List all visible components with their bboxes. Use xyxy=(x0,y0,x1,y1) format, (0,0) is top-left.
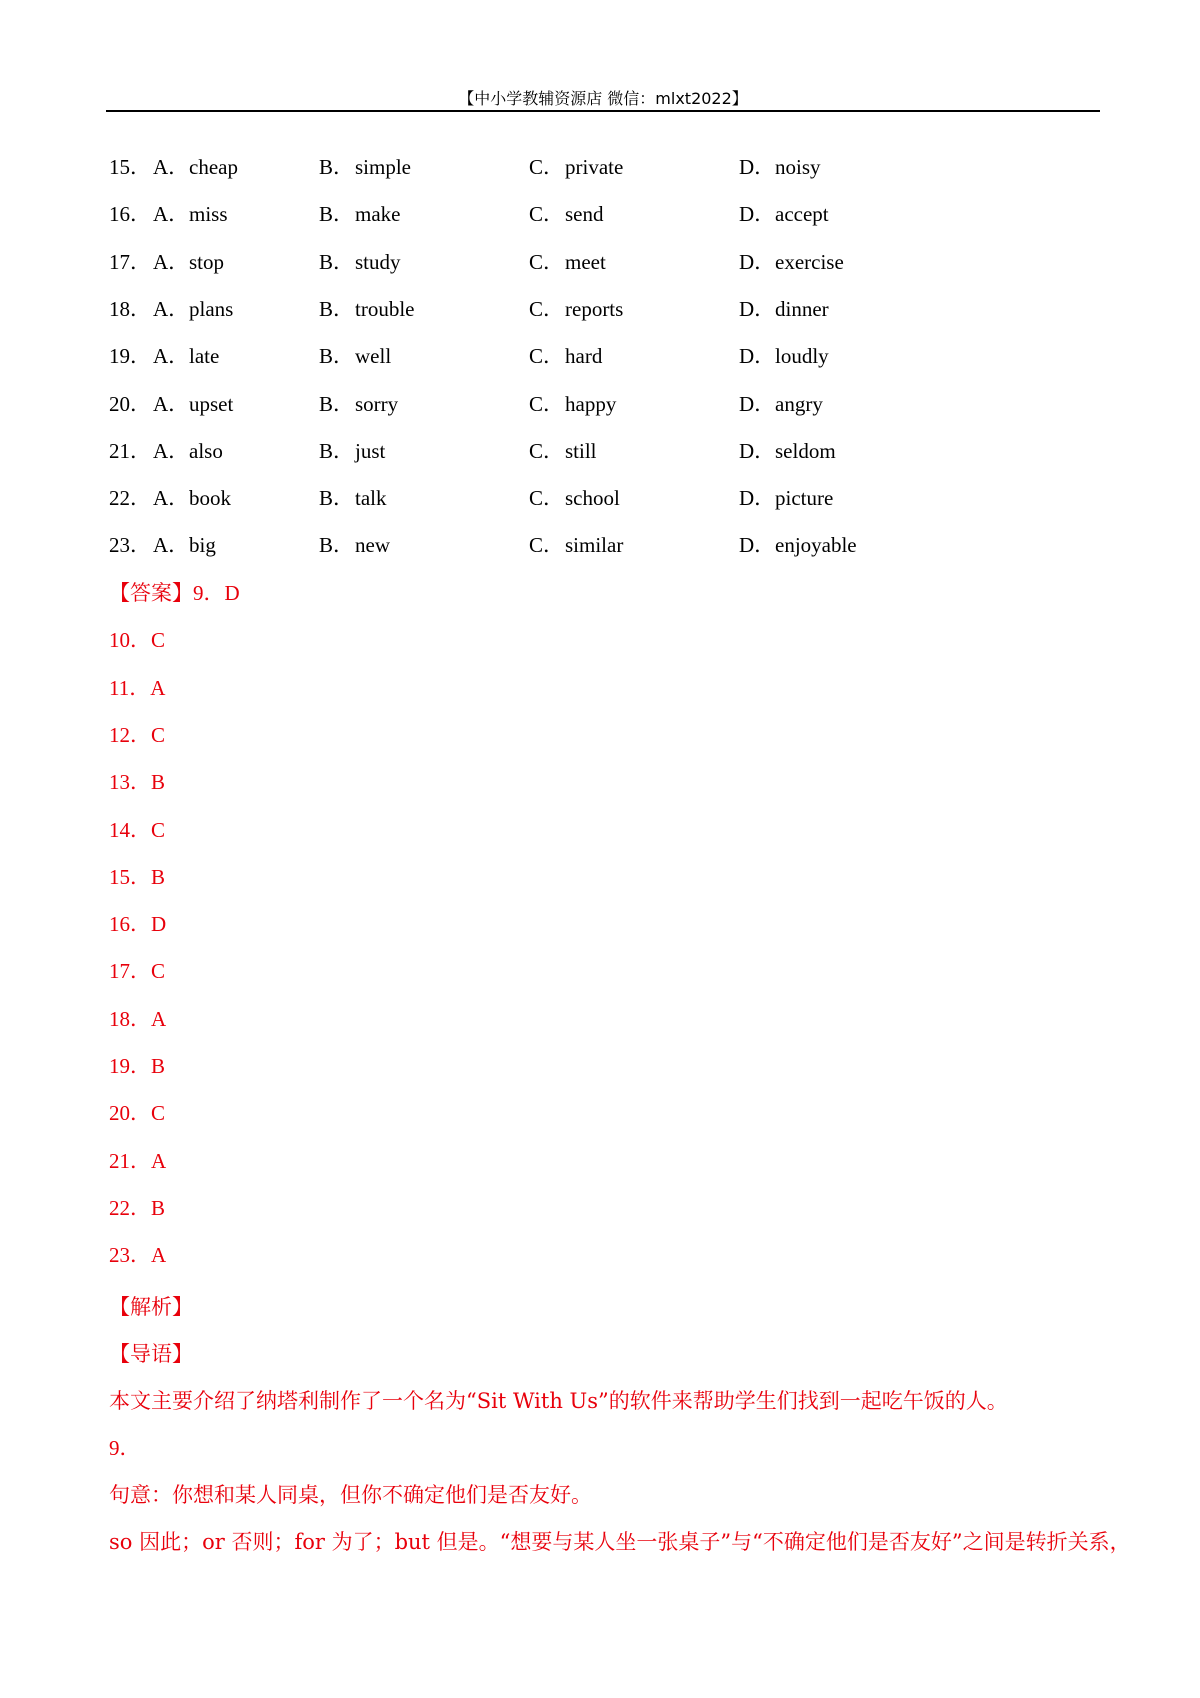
option-word: sorry xyxy=(355,391,399,416)
option-word: noisy xyxy=(775,155,821,179)
intro-label: 【导语】 xyxy=(109,1342,193,1366)
option-word: late xyxy=(189,344,220,369)
option-b xyxy=(319,152,411,182)
option-letter: C． xyxy=(529,155,565,179)
option-word: cheap xyxy=(189,155,238,179)
option-letter: B． xyxy=(319,344,355,369)
option-letter: C． xyxy=(529,438,565,463)
option-d xyxy=(739,152,821,182)
option-word: seldom xyxy=(775,438,836,463)
question-number: 19． xyxy=(109,344,151,369)
option-letter: C． xyxy=(529,296,565,321)
option-letter: C． xyxy=(529,344,565,369)
option-b xyxy=(319,341,391,371)
option-a xyxy=(153,341,219,371)
option-letter: C． xyxy=(529,391,565,416)
option-word: trouble xyxy=(355,296,415,321)
option-letter: B． xyxy=(319,391,355,416)
option-word: miss xyxy=(189,202,228,227)
option-letter: D． xyxy=(739,438,776,463)
option-letter: A． xyxy=(153,391,190,416)
question-number: 15． xyxy=(109,155,151,179)
option-word: study xyxy=(355,249,401,274)
option-word: meet xyxy=(565,249,606,274)
option-d xyxy=(739,436,836,466)
option-letter: C． xyxy=(529,486,565,511)
q9-explanation: so 因此；or 否则；for 为了；but 但是。“想要与某人坐一张桌子”与“不确定他们是否友好”之间是转折关系， xyxy=(109,1530,1131,1554)
option-d xyxy=(739,483,833,513)
option-word: enjoyable xyxy=(775,533,857,558)
option-letter: C． xyxy=(529,202,565,227)
option-c xyxy=(529,483,620,513)
option-d xyxy=(739,199,829,229)
option-word: exercise xyxy=(775,249,844,274)
answer-line: 12．C xyxy=(109,722,166,747)
q9-meaning: 句意：你想和某人同桌，但你不确定他们是否友好。 xyxy=(109,1483,592,1507)
option-b xyxy=(319,247,401,277)
option-letter: D． xyxy=(739,202,776,227)
question-number: 16． xyxy=(109,202,151,227)
answer-line: 13．B xyxy=(109,770,166,795)
option-c xyxy=(529,199,604,229)
option-letter: A． xyxy=(153,486,190,511)
option-letter: D． xyxy=(739,249,776,274)
answer-line: 21．A xyxy=(109,1148,167,1173)
answer-line: 10．C xyxy=(109,628,166,653)
option-letter: C． xyxy=(529,533,565,558)
option-letter: A． xyxy=(153,202,190,227)
answer-line: 19．B xyxy=(109,1054,166,1078)
option-word: plans xyxy=(189,296,234,321)
option-a xyxy=(153,247,224,277)
answer-line: 16．D xyxy=(109,912,167,937)
option-word: new xyxy=(355,533,390,558)
option-b xyxy=(319,530,390,560)
answer-line: 11．A xyxy=(109,675,166,700)
option-b xyxy=(319,436,385,466)
option-word: accept xyxy=(775,202,829,227)
option-word: angry xyxy=(775,391,823,416)
answer-line: 14．C xyxy=(109,817,166,842)
option-c xyxy=(529,341,602,371)
answer-line: 18．A xyxy=(109,1006,167,1031)
option-letter: B． xyxy=(319,155,355,179)
option-d xyxy=(739,294,829,324)
question-number: 23． xyxy=(109,533,151,558)
question-number: 21． xyxy=(109,438,151,463)
option-letter: B． xyxy=(319,249,355,274)
option-letter: A． xyxy=(153,296,190,321)
option-letter: A． xyxy=(153,249,190,274)
option-c xyxy=(529,436,597,466)
option-letter: D． xyxy=(739,486,776,511)
option-word: upset xyxy=(189,391,234,416)
page-header: 【中小学教辅资源店 微信：mlxt2022】 xyxy=(458,89,748,108)
option-word: picture xyxy=(775,486,834,511)
option-b xyxy=(319,389,398,419)
option-word: simple xyxy=(355,155,411,179)
option-word: still xyxy=(565,438,597,463)
option-letter: A． xyxy=(153,438,190,463)
option-a xyxy=(153,199,228,229)
option-word: talk xyxy=(355,486,387,511)
option-d xyxy=(739,247,844,277)
option-word: book xyxy=(189,486,231,511)
option-word: school xyxy=(565,486,620,511)
option-word: happy xyxy=(565,391,617,416)
analysis-label: 【解析】 xyxy=(109,1295,193,1319)
option-letter: A． xyxy=(153,533,190,558)
option-letter: D． xyxy=(739,155,776,179)
option-c xyxy=(529,389,616,419)
option-letter: B． xyxy=(319,202,355,227)
question-number: 22． xyxy=(109,486,151,511)
option-word: reports xyxy=(565,296,624,321)
intro-text: 本文主要介绍了纳塔利制作了一个名为“Sit With Us”的软件来帮助学生们找到一起吃午饭的人。 xyxy=(109,1389,1008,1413)
option-a xyxy=(153,483,231,513)
option-letter: D． xyxy=(739,533,776,558)
option-letter: A． xyxy=(153,344,190,369)
option-b xyxy=(319,199,400,229)
answer-line: 20．C xyxy=(109,1101,166,1126)
option-c xyxy=(529,530,623,560)
question-number: 17． xyxy=(109,249,151,274)
option-d xyxy=(739,389,823,419)
answer-value: 9．D xyxy=(193,581,240,605)
option-a xyxy=(153,152,238,182)
option-a xyxy=(153,436,223,466)
option-letter: B． xyxy=(319,486,355,511)
option-d xyxy=(739,341,829,371)
answer-label: 【答案】 xyxy=(109,581,193,605)
option-b xyxy=(319,483,387,513)
answer-first xyxy=(109,578,240,608)
option-word: just xyxy=(355,438,386,463)
option-word: private xyxy=(565,155,624,179)
question-number: 18． xyxy=(109,296,151,321)
option-word: hard xyxy=(565,344,603,369)
option-word: dinner xyxy=(775,296,829,321)
option-word: loudly xyxy=(775,344,829,369)
option-word: send xyxy=(565,202,604,227)
option-d xyxy=(739,530,857,560)
option-word: also xyxy=(189,438,223,463)
option-word: big xyxy=(189,533,216,558)
option-word: similar xyxy=(565,533,624,558)
option-letter: B． xyxy=(319,438,355,463)
option-word: well xyxy=(355,344,392,369)
option-a xyxy=(153,530,216,560)
q9-label: 9． xyxy=(109,1436,141,1460)
option-letter: B． xyxy=(319,296,355,321)
answer-line: 22．B xyxy=(109,1195,166,1220)
option-b xyxy=(319,294,414,324)
option-letter: C． xyxy=(529,249,565,274)
option-letter: D． xyxy=(739,391,776,416)
option-letter: A． xyxy=(153,155,190,179)
option-word: make xyxy=(355,202,401,227)
answer-line: 23．A xyxy=(109,1243,167,1268)
option-letter: D． xyxy=(739,344,776,369)
option-a xyxy=(153,389,233,419)
option-word: stop xyxy=(189,249,225,274)
question-number: 20． xyxy=(109,391,151,416)
option-letter: B． xyxy=(319,533,355,558)
option-c xyxy=(529,152,623,182)
option-c xyxy=(529,247,606,277)
header-rule xyxy=(106,110,1100,112)
answer-line: 15．B xyxy=(109,864,166,889)
answer-line: 17．C xyxy=(109,959,166,984)
option-c xyxy=(529,294,623,324)
option-letter: D． xyxy=(739,296,776,321)
option-a xyxy=(153,294,233,324)
